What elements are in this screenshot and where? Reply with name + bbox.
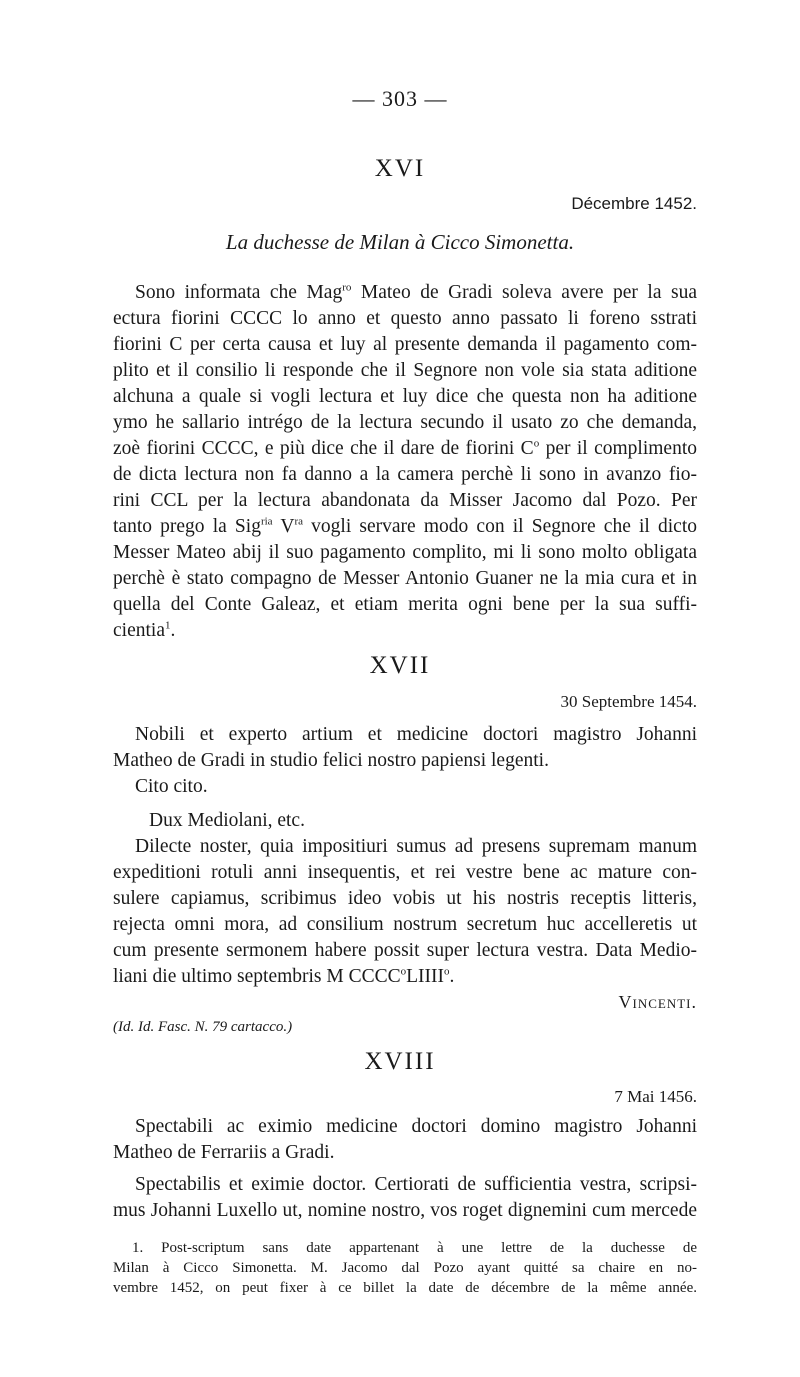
text-line: expeditioni rotuli anni insequentis, et rei vestre bene ac mature con- xyxy=(113,862,697,883)
text-line: cientia$^1$. xyxy=(113,619,176,641)
text-line: ymo he sallario intrégo de la lectura secundo il usato zo che demanda, xyxy=(113,412,697,433)
section-date-xvii: 30 Septembre 1454. xyxy=(560,692,697,711)
section-date-xviii: 7 Mai 1456. xyxy=(614,1087,697,1106)
text-line: perchè è stato compagno de Messer Antonio Guaner ne la mia cura et in xyxy=(113,568,697,589)
text-line: sulere capiamus, scribimus ideo vobis ut his nostris receptis litteris, xyxy=(113,888,697,909)
text-line: Matheo de Ferrariis a Gradi. xyxy=(113,1142,335,1163)
page-number: — 303 — xyxy=(352,86,448,111)
text-line: Dux Mediolani, etc. xyxy=(149,810,305,831)
text-line: Matheo de Gradi in studio felici nostro papiensi legenti. xyxy=(113,750,549,771)
text-line: tanto prego la Sig$^{ria}$ $V^{ra}$ vogli servare modo con il Segnore che il dicto xyxy=(113,515,697,537)
text-line: cum presente sermonem habere possit super lectura vestra. Data Medio- xyxy=(113,940,697,961)
text-line: Dilecte noster, quia impositiuri sumus ad presens supremam manum xyxy=(135,836,697,857)
footnote-line: Milan à Cicco Simonetta. M. Jacomo dal Pozo ayant quitté sa chaire en no- xyxy=(113,1260,697,1276)
text-line: rini CCL per la lectura abandonata da Misser Jacomo dal Pozo. Per xyxy=(113,490,697,511)
text-line: mus Johanni Luxello ut, nomine nostro, vos roget dignemini cum mercede xyxy=(113,1200,697,1221)
section-numeral-xvii: XVII xyxy=(369,652,431,679)
text-line: de dicta lectura non fa danno a la camera perchè li sono in avanzo fio- xyxy=(113,464,697,485)
footnote-line: 1. Post-scriptum sans date appartenant à une lettre de la duchesse de xyxy=(132,1240,697,1256)
text-line: plito et il consilio li responde che il Segnore non vole sia stata aditione xyxy=(113,360,697,381)
text-line: zoè fiorini CCCC, e più dice che il dare de fiorini $C^o$ per il complimento xyxy=(113,437,697,459)
text-line: quella del Conte Galeaz, et etiam merita ogni bene per la sua suffi- xyxy=(113,594,697,615)
text-line: Spectabili ac eximio medicine doctori domino magistro Johanni xyxy=(135,1116,697,1137)
text-line: Cito cito. xyxy=(135,776,208,797)
text-line: alchuna a quale si vogli lectura et luy dice che questa non ha aditione xyxy=(113,386,697,407)
footnote-line: vembre 1452, on peut fixer à ce billet la date de décembre de la même année. xyxy=(113,1280,697,1296)
section-numeral-xvi: XVI xyxy=(374,155,426,182)
section-date-xvi: Décembre 1452. xyxy=(571,194,697,213)
text-line: Messer Mateo abij il suo pagamento complito, mi li sono molto obligata xyxy=(113,542,697,563)
text-line: ectura fiorini CCCC lo anno et questo anno passato li foreno sstrati xyxy=(113,308,697,329)
text-line: liani die ultimo septembris M CCCC$^o$LIIII$^o$. xyxy=(113,965,455,987)
text-line: Nobili et experto artium et medicine doctori magistro Johanni xyxy=(135,724,697,745)
signature: Vincenti. xyxy=(618,992,697,1012)
text-line: Spectabilis et eximie doctor. Certiorati de sufficientia vestra, scripsi- xyxy=(135,1174,697,1195)
text-line: Sono informata che Mag$^{ro}$ Mateo de Gradi soleva avere per la sua xyxy=(135,281,697,303)
section-numeral-xviii: XVIII xyxy=(364,1048,436,1075)
letter-title-xvi: La duchesse de Milan à Cicco Simonetta. xyxy=(225,230,575,254)
text-line: fiorini C per certa causa et luy al presente demanda il pagamento com- xyxy=(113,334,697,355)
text-line: rejecta omni mora, ad consilium nostrum secretum huc accelleretis ut xyxy=(113,914,697,935)
archive-reference: (Id. Id. Fasc. N. 79 cartacco.) xyxy=(113,1019,293,1035)
